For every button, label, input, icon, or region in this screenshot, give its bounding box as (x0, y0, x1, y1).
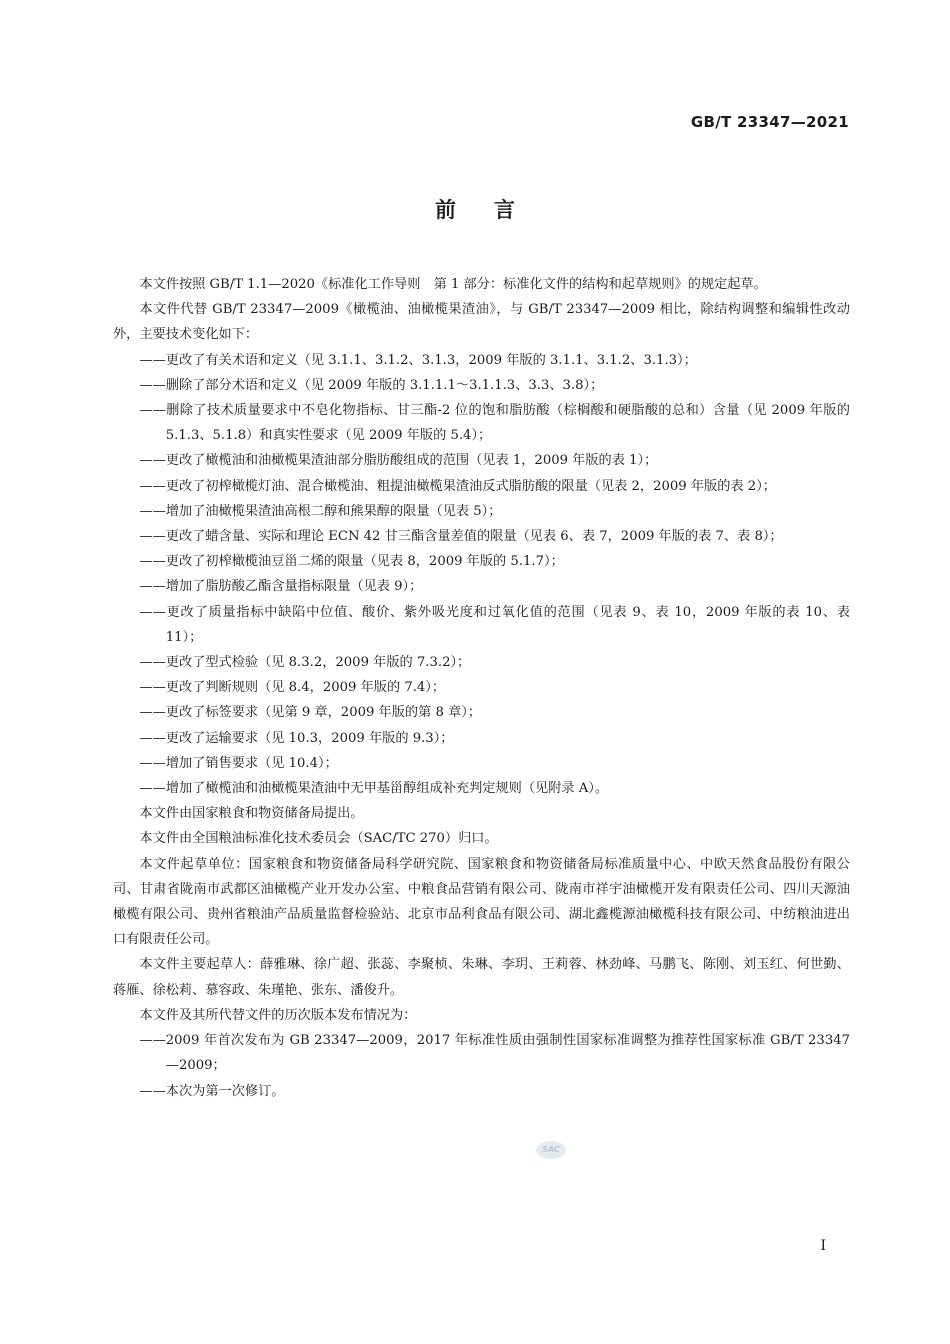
change-item: ——增加了橄榄油和油橄榄果渣油中无甲基甾醇组成补充判定规则（见附录 A）。 (139, 781, 609, 797)
paragraph-drafting-rules: 本文件按照 GB/T 1.1—2020《标准化工作导则 第 1 部分：标准化文件的结构和起草规则》的规定起草。 (139, 277, 767, 292)
paragraph-committee: 本文件由全国粮油标准化技术委员会（SAC/TC 270）归口。 (139, 831, 498, 847)
paragraph-proposer: 本文件由国家粮食和物资储备局提出。 (139, 806, 364, 822)
document-body (113, 272, 850, 1104)
change-item: ——增加了脂肪酸乙酯含量指标限量（见表 9）； (139, 579, 423, 595)
page-title: 前言 (435, 198, 553, 222)
paragraph-history-intro: 本文件及其所代替文件的历次版本发布情况为： (139, 1007, 417, 1023)
change-item: ——删除了技术质量要求中不皂化物指标、甘三酯-2 位的饱和脂肪酸（棕榈酸和硬脂酸的总和）含量（见 2009 年版的 5.1.3、5.1.8）和真实性要求（见 2009 年版的 5.4）； (139, 403, 850, 444)
change-item: ——更改了初榨橄榄灯油、混合橄榄油、粗提油橄榄果渣油反式脂肪酸的限量（见表 2，2009 年版的表 2）； (139, 478, 776, 494)
standard-code: GB/T 23347—2021 (690, 113, 849, 131)
page-number: I (820, 1238, 826, 1254)
paragraph-replacement: 本文件代替 GB/T 23347—2009《橄榄油、油橄榄果渣油》，与 GB/T 23347—2009 相比，除结构调整和编辑性改动外，主要技术变化如下： (113, 302, 850, 343)
change-item: ——增加了销售要求（见 10.4）； (139, 755, 338, 771)
change-item: ——更改了有关术语和定义（见 3.1.1、3.1.2、3.1.3，2009 年版的 3.1.1、3.1.2、3.1.3）； (139, 352, 697, 368)
change-item: ——更改了初榨橄榄油豆甾二烯的限量（见表 8，2009 年版的 5.1.7）； (139, 554, 564, 570)
change-item: ——更改了运输要求（见 10.3，2009 年版的 9.3）； (139, 730, 454, 746)
change-item: ——增加了油橄榄果渣油高根二醇和熊果醇的限量（见表 5）； (139, 503, 502, 519)
change-item: ——更改了型式检验（见 8.3.2，2009 年版的 7.3.2）； (139, 655, 471, 671)
change-item: ——更改了橄榄油和油橄榄果渣油部分脂肪酸组成的范围（见表 1，2009 年版的表 1）； (139, 453, 658, 469)
change-item: ——更改了蜡含量、实际和理论 ECN 42 甘三酯含量差值的限量（见表 6、表 7，2009 年版的表 7、表 8）； (139, 529, 783, 545)
paragraph-drafters: 本文件主要起草人：薛雅琳、徐广超、张蕊、李聚桢、朱琳、李玥、王莉蓉、林劲峰、马鹏飞、陈刚、刘玉红、何世勤、蒋雁、徐松莉、慕容政、朱瑾艳、张东、潘俊升。 (113, 957, 850, 998)
paragraph-drafting-units: 本文件起草单位：国家粮食和物资储备局科学研究院、国家粮食和物资储备局标准质量中心、中欧天然食品股份有限公司、甘肃省陇南市武都区油橄榄产业开发办公室、中粮食品营销有限公司、陇南市祥宇油橄榄开发有限责任公司、四川天源油橄榄有限公司、贵州省粮油产品质量监督检验站、北京市品利食品有限公司、湖北鑫榄源油橄榄科技有限公司、中纺粮油进出口有限责任公司。 (113, 856, 850, 948)
sac-watermark: SAC (536, 1141, 566, 1159)
change-item: ——删除了部分术语和定义（见 2009 年版的 3.1.1.1～3.1.1.3、3.3、3.8）； (139, 377, 604, 393)
change-item: ——更改了判断规则（见 8.4，2009 年版的 7.4）； (139, 680, 446, 696)
change-item: ——更改了标签要求（见第 9 章，2009 年版的第 8 章）； (139, 705, 482, 721)
change-item: ——更改了质量指标中缺陷中位值、酸价、紫外吸光度和过氧化值的范围（见表 9、表 10，2009 年版的表 10、表 11）； (139, 604, 850, 645)
history-item: ——本次为第一次修订。 (139, 1083, 285, 1099)
history-item: ——2009 年首次发布为 GB 23347—2009，2017 年标准性质由强制性国家标准调整为推荐性国家标准 GB/T 23347—2009； (139, 1033, 850, 1074)
